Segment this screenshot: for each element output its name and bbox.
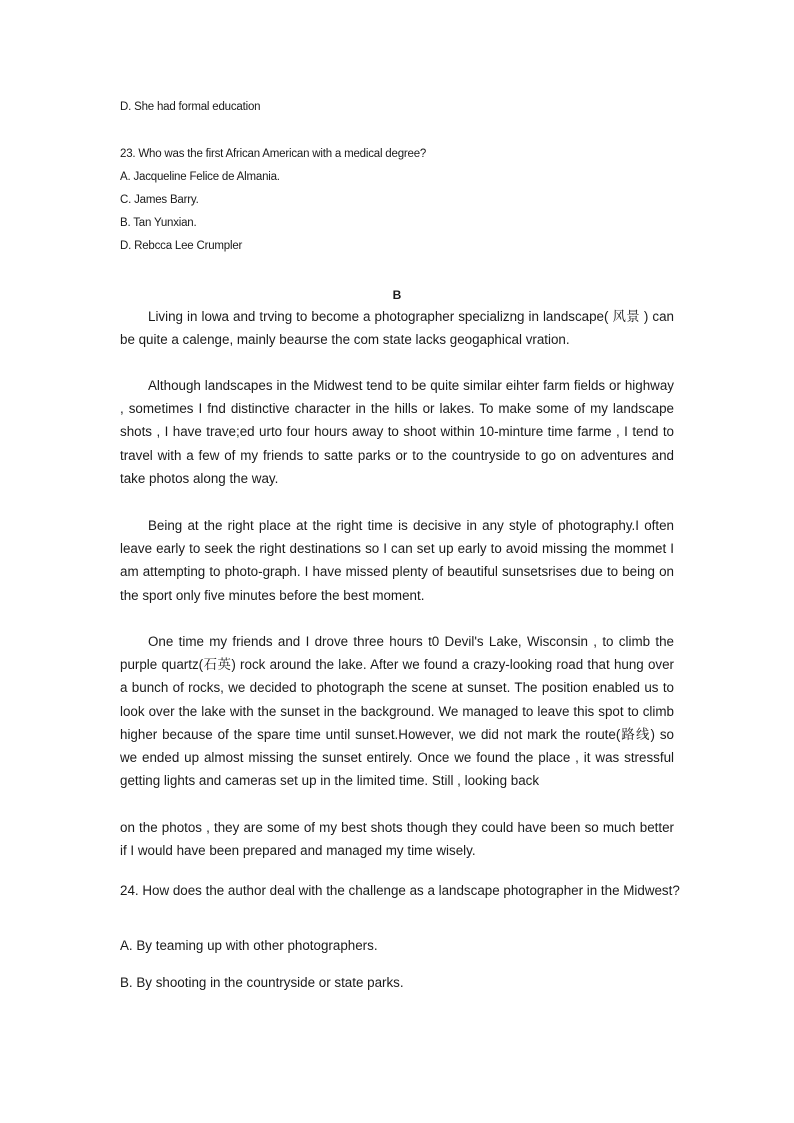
q24-option-a: A. By teaming up with other photographers. xyxy=(120,938,378,953)
passage-paragraph-2: Although landscapes in the Midwest tend to be quite similar eihter farm fields or highway , sometimes I fnd distinctive character in the hills or lakes. To make some of my landscape shots , I have trave;ed urto four hours away to shoot within 10-minture time farme , I tend to travel with a few of my friends to satte parks or to the countryside to go on adventures and take photos along the way. xyxy=(120,378,674,486)
q23-option-b: B. Tan Yunxian. xyxy=(120,217,197,229)
q23-question: 23. Who was the first African American with a medical degree? xyxy=(120,148,427,160)
q23-option-c: C. James Barry. xyxy=(120,194,199,206)
q23-option-a: A. Jacqueline Felice de Almania. xyxy=(120,171,280,183)
passage-paragraph-3: Being at the right place at the right time is decisive in any style of photography.I often leave early to seek the right destinations so I can set up early to avoid missing the mommet I am attempting to photo-graph. I have missed plenty of beautiful sunsetsrises due to being on the sport only five minutes before the best moment. xyxy=(120,518,674,603)
q22-option-d: D. She had formal education xyxy=(120,101,261,113)
section-title: B xyxy=(392,288,402,302)
passage-paragraph-4: One time my friends and I drove three hours t0 Devil's Lake, Wisconsin , to climb the purple quartz(石英) rock around the lake. After we found a crazy-looking road that hung over a bunch of rocks, we decided to photograph the scene at sunset. The position enabled us to look over the lake with the sunset in the background. We managed to leave this spot to climb higher because of the spare time until sunset.However, we did not mark the route(路线) so we ended up almost missing the sunset entirely. Once we found the place , it was stressful getting lights and cameras set up in the limited time. Still , looking back xyxy=(120,634,674,789)
q24-question: 24. How does the author deal with the challenge as a landscape photographer in the Midwest? xyxy=(120,883,680,898)
q24-option-b: B. By shooting in the countryside or state parks. xyxy=(120,975,404,990)
passage-paragraph-1: Living in lowa and trving to become a photographer specializng in landscape( 风景 ) can be quite a calenge, mainly beaurse the com state lacks geogaphical vration. xyxy=(120,309,674,348)
passage-paragraph-5: on the photos , they are some of my best shots though they could have been so much better if I would have been prepared and managed my time wisely. xyxy=(120,820,674,859)
q23-option-d: D. Rebcca Lee Crumpler xyxy=(120,240,243,252)
